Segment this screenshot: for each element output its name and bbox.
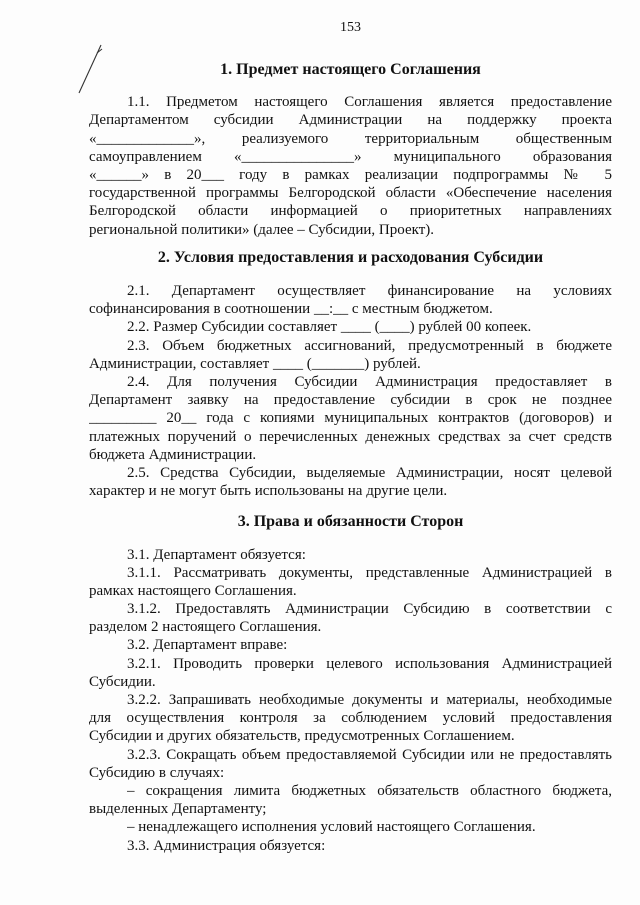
- paragraph-line: 2.5. Средства Субсидии, выделяемые Администрации, носят целевой: [127, 465, 612, 481]
- paragraph-line: Департамент заявку на предоставление субсидии в срок не позднее: [89, 392, 612, 408]
- paragraph-line: _________ 20__ года с копиями муниципальных контрактов (договоров) и: [89, 410, 612, 426]
- paragraph-line: 3.3. Администрация обязуется:: [127, 838, 326, 854]
- section-heading: 1. Предмет настоящего Соглашения: [220, 61, 481, 78]
- paragraph-line: разделом 2 настоящего Соглашения.: [89, 619, 322, 635]
- paragraph-line: 1.1. Предметом настоящего Соглашения является предоставление: [127, 94, 612, 110]
- paragraph-line: 3.1. Департамент обязуется:: [127, 547, 306, 563]
- paragraph-line: Субсидии и других обязательств, предусмотренных Соглашением.: [89, 728, 515, 744]
- paragraph-line: государственной программы Белгородской области «Обеспечение населения: [89, 185, 612, 201]
- paragraph-line: 3.1.1. Рассматривать документы, представленные Администрацией в: [127, 565, 612, 581]
- paragraph-line: выделенных Департаменту;: [89, 801, 267, 817]
- paragraph-line: 3.1.2. Предоставлять Администрации Субсидию в соответствии с: [127, 601, 612, 617]
- page-number: 153: [340, 20, 361, 35]
- section-heading: 2. Условия предоставления и расходования Субсидии: [157, 249, 544, 266]
- paragraph-line: «_____________», реализуемого территориальным общественным: [89, 131, 612, 147]
- paragraph-line: региональной политики» (далее – Субсидии, Проект).: [89, 222, 434, 238]
- paragraph-line: для осуществления контроля за соблюдением условий предоставления: [89, 710, 612, 726]
- section-heading: 3. Права и обязанности Сторон: [237, 513, 464, 530]
- paragraph-line: 2.4. Для получения Субсидии Администрация предоставляет в: [127, 374, 612, 390]
- paragraph-line: – сокращения лимита бюджетных обязательств областного бюджета,: [127, 783, 612, 799]
- paragraph-line: 3.2.3. Сокращать объем предоставляемой Субсидии или не предоставлять: [127, 747, 612, 763]
- paragraph-line: 2.1. Департамент осуществляет финансирование на условиях: [127, 283, 612, 299]
- paragraph-line: Субсидии.: [89, 674, 156, 690]
- paragraph-line: самоуправлением «_______________» муниципального образования: [89, 149, 612, 165]
- paragraph-line: рамках настоящего Соглашения.: [89, 583, 297, 599]
- paragraph-line: характер и не могут быть использованы на другие цели.: [89, 483, 448, 499]
- paragraph-line: Субсидию в случаях:: [89, 765, 225, 781]
- paragraph-line: 3.2.1. Проводить проверки целевого использования Администрацией: [127, 656, 612, 672]
- paragraph-line: софинансирования в соотношении __:__ с местным бюджетом.: [89, 301, 493, 317]
- paragraph-line: – ненадлежащего исполнения условий настоящего Соглашения.: [127, 819, 536, 835]
- paragraph-line: 3.2. Департамент вправе:: [127, 637, 288, 653]
- paragraph-line: 2.3. Объем бюджетных ассигнований, предусмотренный в бюджете: [127, 338, 612, 354]
- paragraph-line: Администрации, составляет ____ (_______) рублей.: [89, 356, 421, 372]
- paragraph-line: платежных поручений о перечисленных денежных средствах за счет средств: [89, 429, 612, 445]
- paragraph-line: Департаментом субсидии Администрации на поддержку проекта: [89, 112, 612, 128]
- paragraph-line: Белгородской области информацией о приоритетных направлениях: [89, 203, 612, 219]
- paragraph-line: «______» в 20___ году в рамках реализации подпрограммы № 5: [89, 167, 612, 183]
- paragraph-line: 3.2.2. Запрашивать необходимые документы и материалы, необходимые: [127, 692, 612, 708]
- paragraph-line: 2.2. Размер Субсидии составляет ____ (____) рублей 00 копеек.: [127, 319, 532, 335]
- paragraph-line: бюджета Администрации.: [89, 447, 257, 463]
